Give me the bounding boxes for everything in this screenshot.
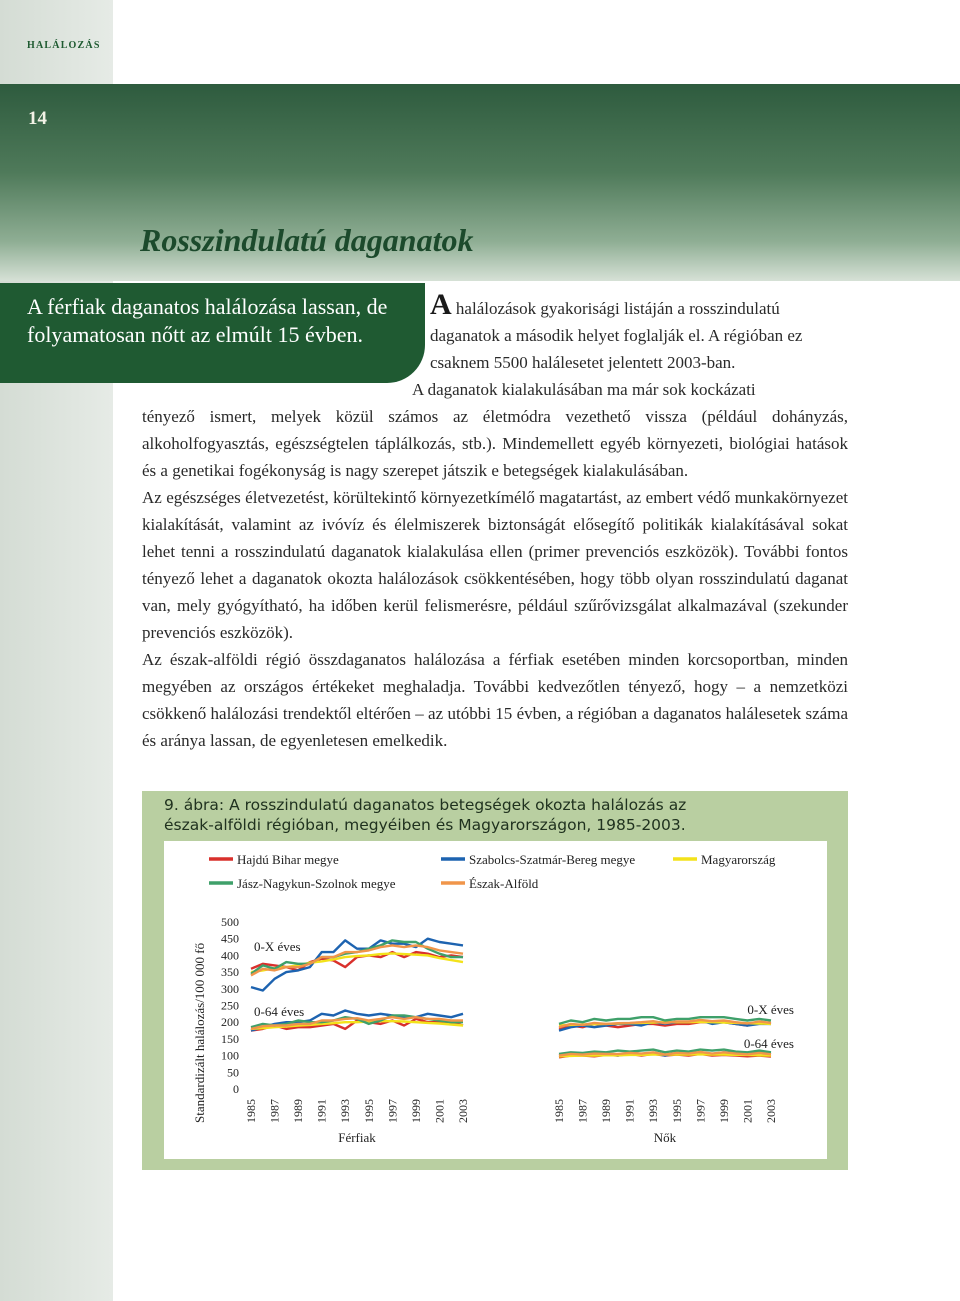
y-tick-label: 100 — [221, 1048, 239, 1063]
figure-caption — [164, 795, 814, 835]
x-tick-label: 1997 — [693, 1099, 708, 1123]
x-tick-label: 1991 — [622, 1099, 637, 1123]
legend-label: Észak-Alföld — [469, 876, 539, 891]
y-tick-label: 450 — [221, 931, 239, 946]
y-tick-label: 400 — [221, 948, 239, 963]
y-axis-label: Standardizált halálozás/100 000 fő — [192, 942, 207, 1123]
paragraph-2: Az egészséges életvezetést, körültekintő környezetkímélő magatartást, az embert védő munkakörnyezet kialakítását, valamint az ivóvíz és élelmiszerek biztonságát elősegítő politikák kialakításával sokat lehet tenni a rosszindulatú daganatok kialakulása ellen (primer prevenciós eszközök). További fontos tényező lehet a daganatok okozta halálozások csökkentésében, hogy több olyan rosszindulatú daganat van, mely gyógyítható, ha időben kerül felismerésre, például szűrővizsgálat alkalmazával (szekunder prevenciós eszközök). — [142, 488, 848, 642]
chart-panel — [164, 841, 827, 1159]
y-tick-label: 200 — [221, 1015, 239, 1030]
intro-line-3: csaknem 5500 halálesetet jelentett 2003-ban. — [430, 353, 736, 372]
dropcap: A — [430, 288, 452, 321]
intro-line-1-text: halálozások gyakorisági listáján a rosszindulatú — [455, 299, 780, 318]
x-tick-label: 1995 — [361, 1099, 376, 1123]
panel-label: Nők — [653, 1130, 677, 1145]
x-tick-label: 1987 — [267, 1099, 282, 1123]
figure-caption-line-1: 9. ábra: A rosszindulatú daganatos betegségek okozta halálozás az — [164, 796, 687, 814]
legend-label: Hajdú Bihar megye — [237, 852, 339, 867]
y-tick-label: 50 — [227, 1065, 239, 1080]
y-tick-label: 0 — [233, 1082, 239, 1096]
y-tick-label: 500 — [221, 915, 239, 929]
line-chart — [164, 841, 827, 1159]
x-tick-label: 1999 — [408, 1099, 423, 1123]
x-tick-label: 1987 — [575, 1099, 590, 1123]
x-tick-label: 1997 — [385, 1099, 400, 1123]
x-tick-label: 1993 — [338, 1099, 353, 1123]
x-tick-label: 1985 — [244, 1099, 258, 1123]
legend-label: Szabolcs-Szatmár-Bereg megye — [469, 852, 636, 867]
paragraph-1-intro: A daganatok kialakulásában ma már sok kockázati — [412, 380, 756, 399]
section-title: Rosszindulatú daganatok — [140, 222, 474, 258]
paragraph-1: tényező ismert, melyek közül számos az életmódra vezethető vissza (például dohányzás, alkoholfogyasztás, egészségtelen táplálkozás, stb.). Mindemellett egyéb környezeti, biológiai hatások és a genetikai fogékonyság is nagy szerepet játszik e betegségek kialakulásában. — [142, 407, 848, 480]
x-tick-label: 1991 — [314, 1099, 329, 1123]
x-tick-label: 2001 — [740, 1099, 755, 1123]
x-tick-label: 1989 — [291, 1099, 306, 1123]
y-tick-label: 150 — [221, 1031, 239, 1046]
group-label: 0-X éves — [254, 939, 301, 954]
x-tick-label: 1995 — [669, 1099, 684, 1123]
group-label: 0-X éves — [747, 1002, 794, 1017]
pull-quote: A férfiak daganatos halálozása lassan, de folyamatosan nőtt az elmúlt 15 évben. — [27, 294, 388, 347]
legend-label: Magyarország — [701, 852, 776, 867]
intro-line-1 — [142, 288, 848, 322]
x-tick-label: 2001 — [432, 1099, 447, 1123]
page-number: 14 — [28, 108, 47, 129]
paragraph-3: Az észak-alföldi régió összdaganatos halálozása a férfiak esetében minden korcsoportban, minden megyében az országos értékeket meghaladja. További kedvezőtlen tényező, hogy – a nemzetközi csökkenő halálozási trendektől eltérően – az utóbbi 15 évben, a régióban a daganatos halálesetek száma és aránya lassan, de egyenletesen emelkedik. — [142, 650, 848, 750]
y-tick-label: 300 — [221, 981, 239, 996]
x-tick-label: 1993 — [646, 1099, 661, 1123]
group-label: 0-64 éves — [254, 1004, 305, 1019]
running-title: HALÁLOZÁS — [27, 40, 101, 51]
y-tick-label: 250 — [221, 998, 239, 1013]
x-tick-label: 1989 — [599, 1099, 614, 1123]
y-tick-label: 350 — [221, 965, 239, 980]
x-tick-label: 1999 — [716, 1099, 731, 1123]
group-label: 0-64 éves — [743, 1036, 794, 1051]
article-body — [142, 288, 848, 754]
x-tick-label: 1985 — [552, 1099, 566, 1123]
x-tick-label: 2003 — [764, 1099, 778, 1123]
figure-caption-line-2: észak-alföldi régióban, megyéiben és Magyarországon, 1985-2003. — [164, 816, 686, 834]
intro-line-2: daganatok a második helyet foglalják el. A régióban ez — [430, 326, 803, 345]
panel-label: Férfiak — [338, 1130, 376, 1145]
x-tick-label: 2003 — [456, 1099, 470, 1123]
legend-label: Jász-Nagykun-Szolnok megye — [237, 876, 396, 891]
